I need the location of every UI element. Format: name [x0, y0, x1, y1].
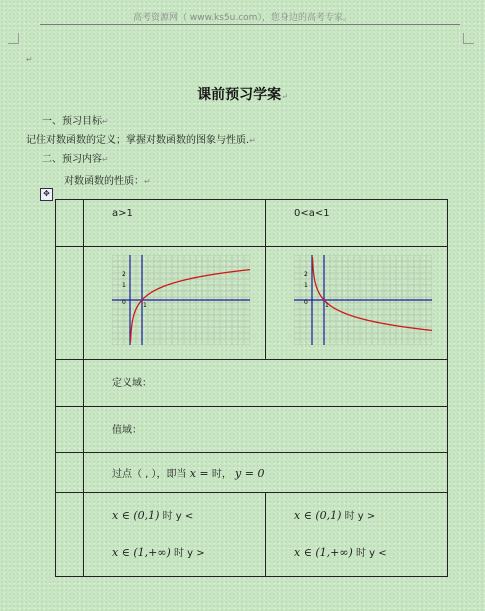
- x-tick-label: 1: [325, 302, 329, 309]
- row-label-cell: [56, 360, 84, 407]
- row-label-cell: [56, 247, 84, 360]
- header-rule: [40, 24, 460, 25]
- page-header: 高考资源网（ www.ks5u.com），您身边的高考专家。: [133, 13, 352, 23]
- y-tick-label: 1: [122, 282, 126, 289]
- condition-line: x ∈ (1,+∞) 时 y >: [112, 546, 205, 559]
- condition-line: x ∈ (0,1) 时 y >: [294, 509, 376, 522]
- graph-cell-a-lt-1: [266, 247, 448, 360]
- y-tick-label: 2: [304, 271, 308, 278]
- move-anchor-icon[interactable]: ✥: [40, 188, 53, 201]
- y-tick-label: 0: [122, 299, 126, 306]
- log-graph-a-lt-1: [294, 255, 432, 345]
- monotonic-cell-a-lt-1: [266, 493, 448, 577]
- condition-line: x ∈ (1,+∞) 时 y <: [294, 546, 387, 559]
- row-label-cell: [56, 453, 84, 493]
- row-label-cell: [56, 200, 84, 247]
- header-cell-a-lt-1: 0<a<1: [266, 200, 448, 247]
- properties-label: 对数函数的性质：↵: [64, 176, 151, 187]
- goal-text: 记住对数函数的定义；掌握对数函数的图象与性质.↵: [26, 135, 256, 146]
- page-title: 课前预习学案↵: [197, 87, 288, 103]
- y-tick-label: 1: [304, 282, 308, 289]
- graph-cell-a-gt-1: [84, 247, 266, 360]
- domain-cell: 定义域：: [84, 360, 448, 407]
- margin-corner-top-left: [8, 33, 19, 44]
- y-tick-label: 2: [122, 271, 126, 278]
- row-label-cell: [56, 493, 84, 577]
- condition-line: x ∈ (0,1) 时 y <: [112, 509, 194, 522]
- content-heading: 二、预习内容↵: [42, 154, 109, 165]
- x-tick-label: 1: [143, 302, 147, 309]
- header-cell-a-gt-1: a>1: [84, 200, 266, 247]
- monotonic-cell-a-gt-1: [84, 493, 266, 577]
- margin-corner-top-right: [463, 33, 474, 44]
- goal-heading: 一、预习目标↵: [42, 116, 109, 127]
- log-graph-a-gt-1: [112, 255, 250, 345]
- fixed-point-text: 过点（ , ），即当 x = 时， y = 0: [112, 467, 265, 480]
- row-label-cell: [56, 407, 84, 453]
- range-cell: 值域：: [84, 407, 448, 453]
- fixed-point-cell: [84, 453, 448, 493]
- y-tick-label: 0: [304, 299, 308, 306]
- properties-table: [55, 199, 448, 577]
- return-mark: ↵: [26, 55, 33, 64]
